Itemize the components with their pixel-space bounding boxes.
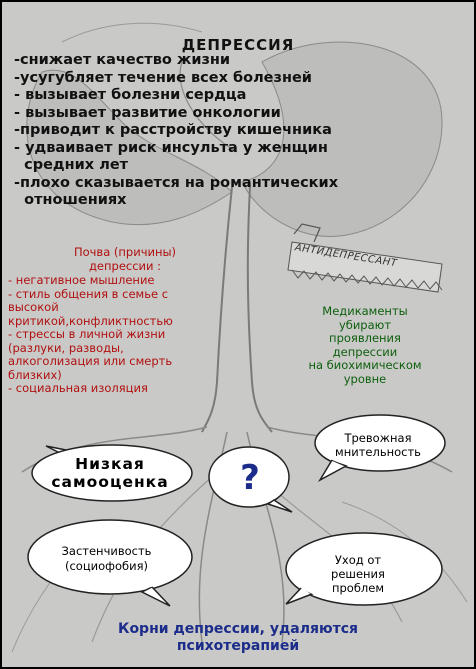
bubble-avoidance bbox=[298, 553, 418, 595]
bubble-line: (социофобия) bbox=[64, 559, 149, 573]
soil-title-line: депрессии : bbox=[88, 259, 162, 273]
bubble-line: Уход от bbox=[334, 553, 382, 567]
effects-list bbox=[14, 52, 454, 210]
cause-item: - стиль общения в семье с bbox=[8, 286, 169, 301]
saw-label: АНТИДЕПРЕССАНТ bbox=[294, 242, 398, 270]
bubble-line: Низкая bbox=[75, 455, 145, 473]
cause-item: близких) bbox=[8, 367, 62, 382]
effect-item: средних лет bbox=[14, 157, 129, 173]
soil-causes-list bbox=[8, 274, 243, 396]
effect-item: - вызывает развитие онкологии bbox=[14, 104, 281, 121]
bubble-line: Тревожная bbox=[344, 431, 412, 445]
effect-item: -снижает качество жизни bbox=[14, 52, 231, 68]
medication-line: уровне bbox=[343, 371, 387, 386]
bubble-anxiety bbox=[318, 431, 438, 459]
poster-title: ДЕПРЕССИЯ bbox=[181, 36, 295, 54]
effect-item: -усугубляет течение всех болезней bbox=[14, 69, 312, 86]
cause-item: (разлуки, разводы, bbox=[8, 340, 124, 355]
question-mark: ? bbox=[240, 458, 260, 498]
footer-line: психотерапией bbox=[176, 638, 300, 654]
effect-item: -плохо сказывается на романтических bbox=[14, 174, 339, 191]
bubble-line: решения bbox=[331, 567, 385, 581]
medication-note bbox=[285, 305, 445, 386]
cause-item: - социальная изоляция bbox=[8, 381, 148, 395]
bubble-shyness bbox=[34, 544, 179, 574]
cause-item: - стрессы в личной жизни bbox=[8, 327, 166, 341]
medication-line: убирают bbox=[338, 317, 392, 332]
soil-title-line: Почва (причины) bbox=[73, 245, 177, 259]
footer-caption bbox=[40, 621, 436, 655]
medication-line: Медикаменты bbox=[322, 304, 408, 318]
medication-line: на биохимическом bbox=[308, 358, 422, 372]
bubble-line: мнительность bbox=[335, 445, 421, 459]
medication-line: депрессии bbox=[332, 344, 398, 359]
bubble-line: Застенчивость bbox=[61, 544, 152, 558]
bubble-line: проблем bbox=[331, 581, 385, 595]
effect-item: отношениях bbox=[14, 192, 127, 208]
cause-item: - негативное мышление bbox=[8, 273, 155, 287]
cause-item: алкоголизация или смерть bbox=[8, 354, 173, 368]
cause-item: высокой bbox=[8, 300, 59, 314]
effect-item: - вызывает болезни сердца bbox=[14, 87, 247, 103]
footer-line: Корни депрессии, удаляются bbox=[118, 621, 358, 637]
bubble-low-self-esteem bbox=[40, 455, 180, 491]
bubble-line: самооценка bbox=[51, 473, 169, 491]
soil-causes-title bbox=[40, 245, 210, 273]
effect-item: -приводит к расстройству кишечника bbox=[14, 122, 332, 138]
cause-item: критикой,конфликтностью bbox=[8, 313, 173, 328]
medication-line: проявления bbox=[329, 331, 401, 345]
effect-item: - удваивает риск инсульта у женщин bbox=[14, 139, 328, 156]
